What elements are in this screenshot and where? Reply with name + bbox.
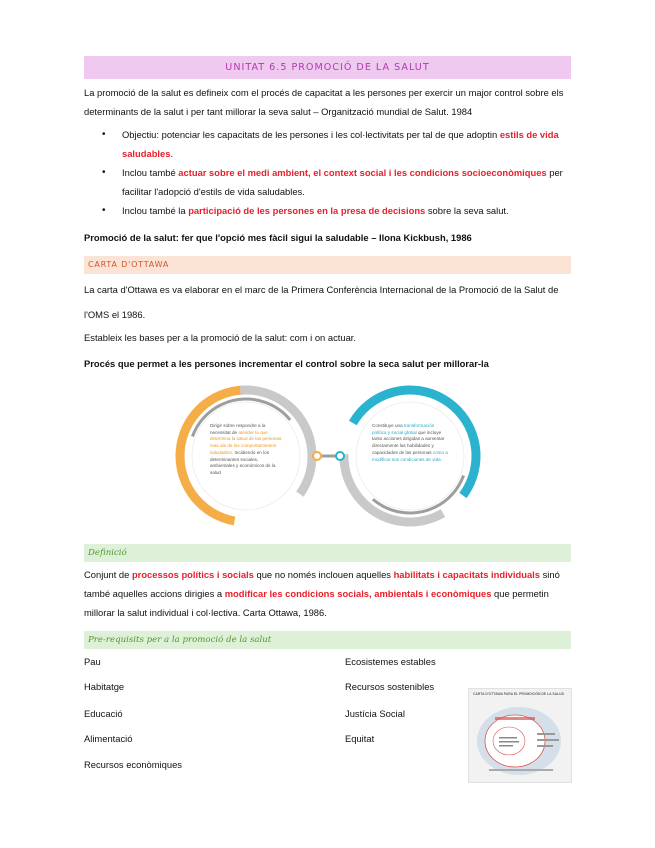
bullet-marker: • bbox=[102, 205, 106, 216]
prereq-item: Educació bbox=[84, 708, 123, 719]
bullet-objectiu: Objectiu: potenciar les capacitats de les persones i les col·lectivitats per tal de que adoptin estils de vida saludables. bbox=[122, 129, 559, 159]
definicio-heading: Definició bbox=[84, 544, 571, 562]
prereq-item: Equitat bbox=[345, 733, 375, 744]
proces-heading: Procés que permet a les persones incrementar el control sobre la seca salut per millorar-la bbox=[84, 358, 489, 369]
carta-ottawa-heading: CARTA D'OTTAWA bbox=[84, 256, 571, 274]
prereq-item: Pau bbox=[84, 656, 101, 667]
bullet-participacio: Inclou també la participació de les persones en la presa de decisions sobre la seva salut. bbox=[122, 205, 509, 216]
bullet-medi-ambient: Inclou també actuar sobre el medi ambient, el context social i les condicions socioeconòmiques per facilitar l'adopció d'estils de vida saludables. bbox=[122, 167, 563, 197]
bullet-marker: • bbox=[102, 167, 106, 178]
left-circle-text: Dirigir sobre respondre a la necessitat de atender la que determina la salud de las personas, mas ala de los comportamientos saludables. Incidiendo en los determinantes sociales, ambientales y económicos de la salud bbox=[210, 423, 283, 475]
thumbnail-graphic bbox=[469, 689, 573, 784]
thumbnail-caption: CARTA D'OTTAWA PARA EL PROMOCIÓN DE LA SALUD bbox=[473, 692, 565, 696]
prereq-item: Recursos econòmiques bbox=[84, 759, 182, 770]
bullet-marker: • bbox=[102, 129, 106, 140]
carta-bases: Estableix les bases per a la promoció de la salut: com i on actuar. bbox=[84, 332, 357, 343]
prereq-heading: Pre-requisits per a la promoció de la salut bbox=[84, 631, 571, 649]
ottawa-chart-thumbnail bbox=[468, 688, 572, 783]
prereq-item: Alimentació bbox=[84, 733, 133, 744]
right-circle-text: Constituye una transformación política y social global que incluye tanto acciones dirigidas a aumentar directamente las habilidades y capacidades de las personas como a modificar sus condiciones de vida. bbox=[372, 423, 448, 462]
intro-paragraph: La promoció de la salut es defineix com el procés de capacitat a les persones per exercir un major control sobre els determinants de la salut i per tant millorar la seva salut – Organització mundial de Salut. 1984 bbox=[84, 87, 564, 117]
kickbush-quote: Promoció de la salut: fer que l'opció mes fàcil sigui la saludable – Ilona Kickbush, 1986 bbox=[84, 232, 472, 243]
page-title: UNITAT 6.5 PROMOCIÓ DE LA SALUT bbox=[84, 56, 571, 79]
prereq-item: Habitatge bbox=[84, 681, 125, 692]
carta-paragraph: La carta d'Ottawa es va elaborar en el marc de la Primera Conferència Internacional de la Promoció de la Salut de l'OMS el 1986. bbox=[84, 284, 559, 320]
prereq-item: Recursos sostenibles bbox=[345, 681, 435, 692]
prereq-item: Ecosistemes estables bbox=[345, 656, 436, 667]
ottawa-diagram bbox=[170, 383, 490, 533]
definicio-paragraph: Conjunt de processos polítics i socials que no només inclouen aquelles habilitats i capacitats individuals sinó també aquelles accions dirigies a modificar les condicions socials, ambientals i econòmiques que permetin millorar la salut individual i col·lectiva. Carta Ottawa, 1986. bbox=[84, 569, 560, 618]
prereq-item: Justícia Social bbox=[345, 708, 405, 719]
